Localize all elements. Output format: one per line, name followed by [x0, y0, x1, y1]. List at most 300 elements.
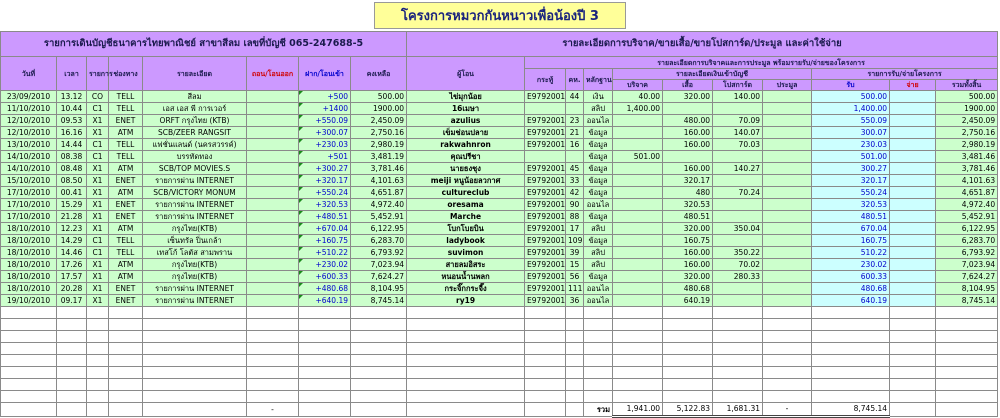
empty-cell[interactable]: [57, 307, 87, 319]
cell-type[interactable]: X1: [87, 211, 109, 223]
cell-total[interactable]: 7,624.27: [936, 271, 998, 283]
empty-cell[interactable]: [1, 391, 57, 403]
cell-balance[interactable]: 8,745.14: [351, 295, 407, 307]
cell-postcard[interactable]: 140.00: [713, 91, 763, 103]
cell-pay[interactable]: [890, 247, 936, 259]
cell-date[interactable]: 23/09/2010: [1, 91, 57, 103]
cell-evidence[interactable]: ข้อมูล: [584, 187, 613, 199]
cell-deposit[interactable]: +230.03: [299, 139, 351, 151]
cell-poster[interactable]: คุณปรีชา: [407, 151, 525, 163]
cell-detail[interactable]: SCB/TOP MOVIES.S: [143, 163, 247, 175]
cell-auction[interactable]: [763, 103, 812, 115]
empty-cell[interactable]: [763, 379, 812, 391]
empty-cell[interactable]: [812, 391, 890, 403]
cell-type[interactable]: X1: [87, 295, 109, 307]
cell-topic[interactable]: E9792001: [525, 235, 566, 247]
cell-detail[interactable]: เทสโก้ โลตัส สามพราน: [143, 247, 247, 259]
cell-no[interactable]: 56: [566, 271, 584, 283]
cell-donate[interactable]: [613, 235, 663, 247]
cell-detail[interactable]: รายการผ่าน INTERNET: [143, 295, 247, 307]
cell-withdraw[interactable]: [247, 103, 299, 115]
cell-date[interactable]: 14/10/2010: [1, 163, 57, 175]
empty-cell[interactable]: [247, 367, 299, 379]
empty-cell[interactable]: [299, 355, 351, 367]
cell-detail[interactable]: รายการผ่าน INTERNET: [143, 175, 247, 187]
cell-poster[interactable]: ไข่มุกน้อย: [407, 91, 525, 103]
empty-cell[interactable]: [247, 343, 299, 355]
cell-withdraw[interactable]: [247, 139, 299, 151]
cell-channel[interactable]: TELL: [109, 235, 143, 247]
cell-donate[interactable]: [613, 163, 663, 175]
empty-cell[interactable]: [525, 379, 566, 391]
cell-donate[interactable]: [613, 139, 663, 151]
cell-detail[interactable]: กรุงไทย(KTB): [143, 259, 247, 271]
cell-type[interactable]: X1: [87, 175, 109, 187]
cell-total[interactable]: 4,651.87: [936, 187, 998, 199]
cell-pay[interactable]: [890, 211, 936, 223]
cell-shirt[interactable]: 320.00: [663, 271, 713, 283]
empty-cell[interactable]: [584, 367, 613, 379]
cell-date[interactable]: 17/10/2010: [1, 187, 57, 199]
cell-deposit[interactable]: +300.27: [299, 163, 351, 175]
cell-shirt[interactable]: 160.00: [663, 127, 713, 139]
cell-type[interactable]: X1: [87, 283, 109, 295]
cell-donate[interactable]: [613, 259, 663, 271]
cell-deposit[interactable]: +670.04: [299, 223, 351, 235]
cell-type[interactable]: C1: [87, 247, 109, 259]
empty-cell[interactable]: [1, 355, 57, 367]
cell-date[interactable]: 17/10/2010: [1, 211, 57, 223]
cell-auction[interactable]: [763, 295, 812, 307]
cell-balance[interactable]: 6,122.95: [351, 223, 407, 235]
cell-pay[interactable]: [890, 235, 936, 247]
cell-poster[interactable]: meiji หนูน้อยลวกาศ: [407, 175, 525, 187]
cell-withdraw[interactable]: [247, 271, 299, 283]
empty-cell[interactable]: [613, 379, 663, 391]
cell-topic[interactable]: E9792001: [525, 187, 566, 199]
cell-shirt[interactable]: [663, 103, 713, 115]
cell-evidence[interactable]: ออนไล: [584, 283, 613, 295]
cell-pay[interactable]: [890, 151, 936, 163]
cell-type[interactable]: X1: [87, 199, 109, 211]
cell-shirt[interactable]: 480: [663, 187, 713, 199]
cell-withdraw[interactable]: [247, 283, 299, 295]
cell-deposit[interactable]: +501: [299, 151, 351, 163]
empty-cell[interactable]: [713, 355, 763, 367]
cell-pay[interactable]: [890, 127, 936, 139]
cell-no[interactable]: 17: [566, 223, 584, 235]
empty-cell[interactable]: [566, 307, 584, 319]
empty-cell[interactable]: [407, 319, 525, 331]
cell-total[interactable]: 2,980.19: [936, 139, 998, 151]
cell-topic[interactable]: E9792001: [525, 259, 566, 271]
cell-postcard[interactable]: [713, 175, 763, 187]
cell-receive[interactable]: 550.24: [812, 187, 890, 199]
cell-postcard[interactable]: 350.22: [713, 247, 763, 259]
cell-topic[interactable]: E9792001: [525, 211, 566, 223]
empty-cell[interactable]: [525, 367, 566, 379]
cell-evidence[interactable]: ออนไล: [584, 115, 613, 127]
empty-cell[interactable]: [87, 307, 109, 319]
cell-total[interactable]: 8,104.95: [936, 283, 998, 295]
cell-detail[interactable]: กรุงไทย(KTB): [143, 271, 247, 283]
sum-auction[interactable]: -: [763, 403, 812, 417]
cell-channel[interactable]: ATM: [109, 259, 143, 271]
empty-cell[interactable]: [57, 331, 87, 343]
cell-no[interactable]: 90: [566, 199, 584, 211]
empty-cell[interactable]: [87, 391, 109, 403]
cell-detail[interactable]: เซ็นทรัล ปิ่นเกล้า: [143, 235, 247, 247]
empty-cell[interactable]: [936, 355, 998, 367]
empty-cell[interactable]: [566, 355, 584, 367]
cell-date[interactable]: 15/10/2010: [1, 175, 57, 187]
empty-cell[interactable]: [57, 391, 87, 403]
cell-deposit[interactable]: +500: [299, 91, 351, 103]
cell-detail[interactable]: รายการผ่าน INTERNET: [143, 199, 247, 211]
cell-detail[interactable]: แฟชั่นแลนด์ (นครสวรรค์): [143, 139, 247, 151]
cell-evidence[interactable]: ข้อมูล: [584, 151, 613, 163]
empty-cell[interactable]: [936, 343, 998, 355]
cell-balance[interactable]: 2,450.09: [351, 115, 407, 127]
cell-date[interactable]: 12/10/2010: [1, 127, 57, 139]
cell-auction[interactable]: [763, 259, 812, 271]
cell-date[interactable]: 11/10/2010: [1, 103, 57, 115]
empty-cell[interactable]: [87, 331, 109, 343]
cell-type[interactable]: X1: [87, 115, 109, 127]
cell-balance[interactable]: 6,283.70: [351, 235, 407, 247]
cell-total[interactable]: 2,750.16: [936, 127, 998, 139]
cell-shirt[interactable]: [663, 151, 713, 163]
empty-cell[interactable]: [763, 355, 812, 367]
cell-postcard[interactable]: [713, 211, 763, 223]
empty-cell[interactable]: [351, 355, 407, 367]
cell-poster[interactable]: suvimon: [407, 247, 525, 259]
cell-no[interactable]: 45: [566, 163, 584, 175]
empty-cell[interactable]: [890, 331, 936, 343]
cell-date[interactable]: 17/10/2010: [1, 199, 57, 211]
empty-cell[interactable]: [143, 307, 247, 319]
empty-cell[interactable]: [407, 307, 525, 319]
empty-cell[interactable]: [109, 391, 143, 403]
cell-receive[interactable]: 320.53: [812, 199, 890, 211]
cell-poster[interactable]: oresama: [407, 199, 525, 211]
cell-auction[interactable]: [763, 235, 812, 247]
cell-time[interactable]: 10.44: [57, 103, 87, 115]
cell-deposit[interactable]: +480.68: [299, 283, 351, 295]
cell-donate[interactable]: [613, 115, 663, 127]
empty-cell[interactable]: [713, 391, 763, 403]
cell-balance[interactable]: 7,624.27: [351, 271, 407, 283]
cell-date[interactable]: 18/10/2010: [1, 271, 57, 283]
empty-cell[interactable]: [566, 343, 584, 355]
empty-cell[interactable]: [525, 307, 566, 319]
cell-detail[interactable]: เอส เอส พี การเวอร์: [143, 103, 247, 115]
cell-no[interactable]: [566, 151, 584, 163]
empty-cell[interactable]: [525, 331, 566, 343]
cell-postcard[interactable]: 280.33: [713, 271, 763, 283]
empty-cell[interactable]: [936, 391, 998, 403]
sum-donate[interactable]: 1,941.00: [613, 403, 663, 417]
cell-no[interactable]: [566, 103, 584, 115]
empty-cell[interactable]: [566, 391, 584, 403]
cell-donate[interactable]: [613, 223, 663, 235]
cell-donate[interactable]: 1,400.00: [613, 103, 663, 115]
cell-donate[interactable]: [613, 295, 663, 307]
cell-no[interactable]: 36: [566, 295, 584, 307]
empty-cell[interactable]: [525, 355, 566, 367]
empty-cell[interactable]: [1, 307, 57, 319]
cell-deposit[interactable]: +480.51: [299, 211, 351, 223]
cell-shirt[interactable]: 320.00: [663, 223, 713, 235]
cell-pay[interactable]: [890, 259, 936, 271]
cell-evidence[interactable]: ข้อมูล: [584, 175, 613, 187]
empty-cell[interactable]: [87, 319, 109, 331]
cell-topic[interactable]: E9792001: [525, 295, 566, 307]
cell-donate[interactable]: [613, 211, 663, 223]
empty-cell[interactable]: [566, 319, 584, 331]
sum-shirt[interactable]: 5,122.83: [663, 403, 713, 417]
cell-shirt[interactable]: 320.17: [663, 175, 713, 187]
cell-receive[interactable]: 501.00: [812, 151, 890, 163]
cell-auction[interactable]: [763, 127, 812, 139]
cell-total[interactable]: 500.00: [936, 91, 998, 103]
cell-shirt[interactable]: 160.00: [663, 139, 713, 151]
empty-cell[interactable]: [57, 343, 87, 355]
cell-detail[interactable]: กรุงไทย(KTB): [143, 223, 247, 235]
cell-deposit[interactable]: +600.33: [299, 271, 351, 283]
cell-total[interactable]: 6,122.95: [936, 223, 998, 235]
cell-auction[interactable]: [763, 163, 812, 175]
empty-cell[interactable]: [143, 331, 247, 343]
cell-no[interactable]: 16: [566, 139, 584, 151]
cell-receive[interactable]: 550.09: [812, 115, 890, 127]
cell-withdraw[interactable]: [247, 187, 299, 199]
empty-cell[interactable]: [613, 331, 663, 343]
empty-cell[interactable]: [763, 343, 812, 355]
empty-cell[interactable]: [351, 331, 407, 343]
empty-cell[interactable]: [936, 319, 998, 331]
cell-total[interactable]: 6,793.92: [936, 247, 998, 259]
empty-cell[interactable]: [663, 343, 713, 355]
empty-cell[interactable]: [1, 379, 57, 391]
cell-receive[interactable]: 500.00: [812, 91, 890, 103]
cell-shirt[interactable]: 160.00: [663, 163, 713, 175]
cell-type[interactable]: X1: [87, 271, 109, 283]
empty-cell[interactable]: [584, 379, 613, 391]
empty-cell[interactable]: [663, 307, 713, 319]
cell-evidence[interactable]: ข้อมูล: [584, 163, 613, 175]
cell-deposit[interactable]: +320.53: [299, 199, 351, 211]
empty-cell[interactable]: [763, 307, 812, 319]
cell-total[interactable]: 4,972.40: [936, 199, 998, 211]
empty-cell[interactable]: [890, 367, 936, 379]
cell-time[interactable]: 21.28: [57, 211, 87, 223]
empty-cell[interactable]: [57, 319, 87, 331]
cell-auction[interactable]: [763, 115, 812, 127]
empty-cell[interactable]: [247, 379, 299, 391]
cell-receive[interactable]: 510.22: [812, 247, 890, 259]
cell-channel[interactable]: ATM: [109, 127, 143, 139]
cell-pay[interactable]: [890, 175, 936, 187]
cell-shirt[interactable]: 480.00: [663, 115, 713, 127]
cell-evidence[interactable]: ข้อมูล: [584, 127, 613, 139]
empty-cell[interactable]: [351, 307, 407, 319]
empty-cell[interactable]: [143, 343, 247, 355]
empty-cell[interactable]: [247, 307, 299, 319]
cell-total[interactable]: 2,450.09: [936, 115, 998, 127]
cell-evidence[interactable]: ข้อมูล: [584, 211, 613, 223]
cell-deposit[interactable]: +300.07: [299, 127, 351, 139]
cell-time[interactable]: 12.23: [57, 223, 87, 235]
cell-time[interactable]: 09.17: [57, 295, 87, 307]
cell-deposit[interactable]: +550.24: [299, 187, 351, 199]
cell-channel[interactable]: TELL: [109, 247, 143, 259]
cell-channel[interactable]: TELL: [109, 151, 143, 163]
cell-total[interactable]: 7,023.94: [936, 259, 998, 271]
cell-withdraw[interactable]: [247, 175, 299, 187]
empty-cell[interactable]: [351, 319, 407, 331]
cell-poster[interactable]: cultureclub: [407, 187, 525, 199]
cell-total[interactable]: 3,481.46: [936, 151, 998, 163]
cell-total[interactable]: 4,101.63: [936, 175, 998, 187]
cell-balance[interactable]: 4,101.63: [351, 175, 407, 187]
cell-detail[interactable]: สีลม: [143, 91, 247, 103]
cell-type[interactable]: X1: [87, 223, 109, 235]
cell-withdraw[interactable]: [247, 115, 299, 127]
empty-cell[interactable]: [143, 319, 247, 331]
cell-auction[interactable]: [763, 271, 812, 283]
empty-cell[interactable]: [109, 343, 143, 355]
cell-shirt[interactable]: 160.75: [663, 235, 713, 247]
cell-postcard[interactable]: 70.02: [713, 259, 763, 271]
cell-donate[interactable]: [613, 127, 663, 139]
cell-type[interactable]: X1: [87, 127, 109, 139]
cell-time[interactable]: 17.57: [57, 271, 87, 283]
cell-detail[interactable]: บรรทัดทอง: [143, 151, 247, 163]
cell-time[interactable]: 14.29: [57, 235, 87, 247]
cell-receive[interactable]: 320.17: [812, 175, 890, 187]
cell-receive[interactable]: 640.19: [812, 295, 890, 307]
cell-balance[interactable]: 500.00: [351, 91, 407, 103]
cell-shirt[interactable]: 480.51: [663, 211, 713, 223]
empty-cell[interactable]: [936, 367, 998, 379]
empty-cell[interactable]: [407, 355, 525, 367]
cell-receive[interactable]: 600.33: [812, 271, 890, 283]
empty-cell[interactable]: [247, 355, 299, 367]
cell-evidence[interactable]: ข้อมูล: [584, 235, 613, 247]
cell-pay[interactable]: [890, 271, 936, 283]
cell-total[interactable]: 6,283.70: [936, 235, 998, 247]
cell-date[interactable]: 12/10/2010: [1, 115, 57, 127]
cell-channel[interactable]: ENET: [109, 283, 143, 295]
cell-evidence[interactable]: ออนไล: [584, 199, 613, 211]
cell-topic[interactable]: E9792001: [525, 175, 566, 187]
cell-deposit[interactable]: +320.17: [299, 175, 351, 187]
empty-cell[interactable]: [525, 391, 566, 403]
cell-detail[interactable]: SCB/ZEER RANGSIT: [143, 127, 247, 139]
cell-poster[interactable]: ladybook: [407, 235, 525, 247]
cell-poster[interactable]: หนอนน้ำนพลก: [407, 271, 525, 283]
cell-evidence[interactable]: ออนไล: [584, 295, 613, 307]
cell-poster[interactable]: Marche: [407, 211, 525, 223]
cell-postcard[interactable]: 140.27: [713, 163, 763, 175]
cell-auction[interactable]: [763, 199, 812, 211]
cell-receive[interactable]: 230.03: [812, 139, 890, 151]
cell-channel[interactable]: ATM: [109, 163, 143, 175]
cell-topic[interactable]: E9792001: [525, 115, 566, 127]
cell-auction[interactable]: [763, 283, 812, 295]
empty-cell[interactable]: [247, 331, 299, 343]
cell-poster[interactable]: rakwahnron: [407, 139, 525, 151]
cell-date[interactable]: 18/10/2010: [1, 235, 57, 247]
empty-cell[interactable]: [299, 367, 351, 379]
empty-cell[interactable]: [1, 331, 57, 343]
empty-cell[interactable]: [57, 355, 87, 367]
empty-cell[interactable]: [143, 355, 247, 367]
cell-no[interactable]: 44: [566, 91, 584, 103]
cell-withdraw[interactable]: [247, 199, 299, 211]
empty-cell[interactable]: [407, 379, 525, 391]
cell-type[interactable]: C1: [87, 235, 109, 247]
empty-cell[interactable]: [299, 379, 351, 391]
cell-auction[interactable]: [763, 187, 812, 199]
cell-total[interactable]: 8,745.14: [936, 295, 998, 307]
cell-time[interactable]: 00.41: [57, 187, 87, 199]
cell-balance[interactable]: 7,023.94: [351, 259, 407, 271]
cell-donate[interactable]: 501.00: [613, 151, 663, 163]
empty-cell[interactable]: [812, 343, 890, 355]
cell-balance[interactable]: 3,781.46: [351, 163, 407, 175]
cell-evidence[interactable]: ข้อมูล: [584, 139, 613, 151]
cell-type[interactable]: CO: [87, 91, 109, 103]
empty-cell[interactable]: [613, 319, 663, 331]
cell-topic[interactable]: E9792001: [525, 271, 566, 283]
cell-withdraw[interactable]: [247, 235, 299, 247]
cell-channel[interactable]: ENET: [109, 295, 143, 307]
cell-pay[interactable]: [890, 199, 936, 211]
cell-type[interactable]: X1: [87, 259, 109, 271]
empty-cell[interactable]: [299, 343, 351, 355]
cell-evidence[interactable]: สลิป: [584, 103, 613, 115]
cell-topic[interactable]: E9792001: [525, 247, 566, 259]
empty-cell[interactable]: [143, 367, 247, 379]
cell-topic[interactable]: [525, 103, 566, 115]
cell-detail[interactable]: รายการผ่าน INTERNET: [143, 211, 247, 223]
empty-cell[interactable]: [663, 391, 713, 403]
empty-cell[interactable]: [890, 319, 936, 331]
empty-cell[interactable]: [407, 331, 525, 343]
cell-withdraw[interactable]: [247, 151, 299, 163]
cell-topic[interactable]: E9792001: [525, 223, 566, 235]
cell-time[interactable]: 13.12: [57, 91, 87, 103]
empty-cell[interactable]: [613, 367, 663, 379]
cell-receive[interactable]: 1,400.00: [812, 103, 890, 115]
empty-cell[interactable]: [109, 367, 143, 379]
cell-evidence[interactable]: เงิน: [584, 91, 613, 103]
cell-withdraw[interactable]: [247, 295, 299, 307]
cell-auction[interactable]: [763, 223, 812, 235]
cell-date[interactable]: 18/10/2010: [1, 283, 57, 295]
empty-cell[interactable]: [525, 343, 566, 355]
cell-withdraw[interactable]: [247, 91, 299, 103]
cell-date[interactable]: 14/10/2010: [1, 151, 57, 163]
cell-balance[interactable]: 3,481.19: [351, 151, 407, 163]
cell-type[interactable]: X1: [87, 163, 109, 175]
cell-withdraw[interactable]: [247, 163, 299, 175]
cell-date[interactable]: 13/10/2010: [1, 139, 57, 151]
empty-cell[interactable]: [525, 319, 566, 331]
cell-donate[interactable]: [613, 247, 663, 259]
